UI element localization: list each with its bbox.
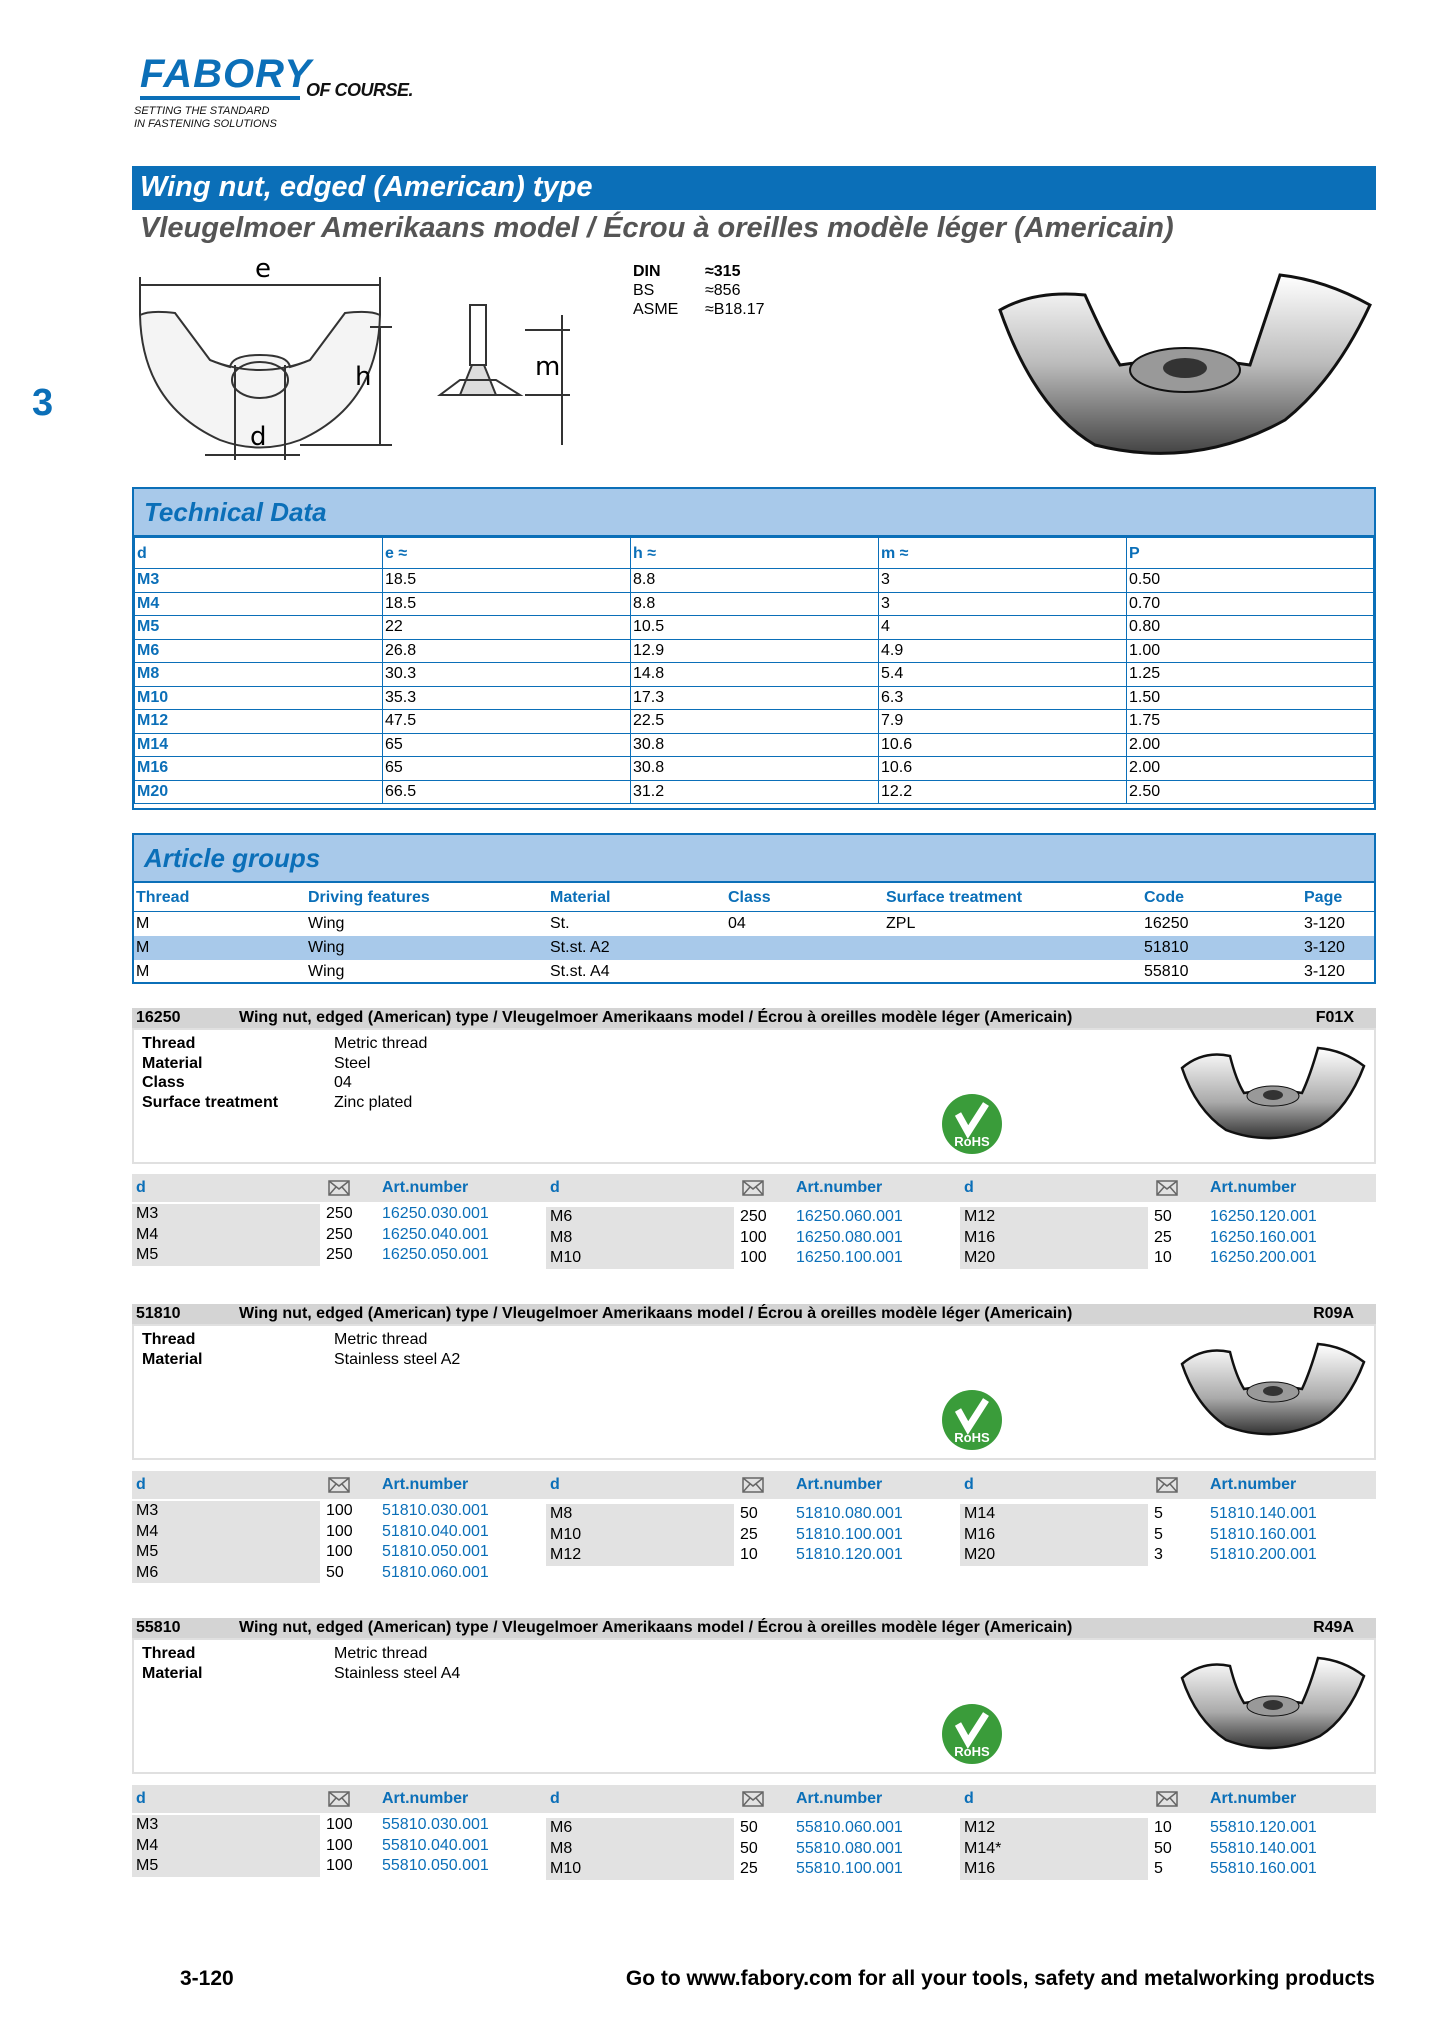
table-cell: M3 xyxy=(135,569,383,593)
table-cell: ZPL xyxy=(886,915,916,932)
property-row xyxy=(142,1093,642,1112)
rohs-label: RoHS xyxy=(954,1134,990,1149)
wing-nut-photo xyxy=(995,260,1375,470)
table-cell: 5.4 xyxy=(879,663,1127,687)
column-header: Material xyxy=(548,883,726,912)
table-cell: M16 xyxy=(135,757,383,781)
rohs-badge xyxy=(940,1388,1004,1457)
size-cell: M14* xyxy=(960,1839,1148,1860)
pack-quantity: 50 xyxy=(326,1563,344,1581)
table-cell: St. xyxy=(550,915,570,932)
size-cell: M10 xyxy=(546,1859,734,1880)
article-number-link[interactable]: 55810.140.001 xyxy=(1210,1839,1317,1857)
group-code: 51810 xyxy=(136,1305,181,1322)
article-number-link[interactable]: 55810.100.001 xyxy=(796,1860,903,1877)
column-header-art-number: Art.number xyxy=(796,1179,883,1196)
column-header: P xyxy=(1127,538,1374,569)
table-cell: M14 xyxy=(135,733,383,757)
pack-quantity: 50 xyxy=(740,1505,758,1522)
table-cell: 31.2 xyxy=(631,780,879,804)
column-header-d: d xyxy=(964,1476,974,1493)
table-row xyxy=(135,780,1374,804)
column-header: Page xyxy=(1302,883,1374,912)
group-description: Wing nut, edged (American) type / Vleugelmoer Amerikaans model / Écrou à oreilles modèle léger (Americain) xyxy=(239,1009,1073,1026)
column-header-art-number: Art.number xyxy=(382,1476,469,1493)
size-cell: M8 xyxy=(546,1228,734,1249)
article-number-link[interactable]: 55810.160.001 xyxy=(1210,1860,1317,1877)
column-header: Class xyxy=(726,883,884,912)
property-name: Material xyxy=(142,1054,203,1072)
pack-quantity: 100 xyxy=(740,1249,767,1266)
table-row xyxy=(135,569,1374,593)
table-cell xyxy=(726,960,884,984)
envelope-icon xyxy=(328,1477,350,1498)
rohs-label: RoHS xyxy=(954,1744,990,1759)
size-cell: M6 xyxy=(132,1563,320,1584)
size-cell: M4 xyxy=(132,1225,320,1246)
table-cell: 12.9 xyxy=(631,639,879,663)
property-name: Thread xyxy=(142,1645,196,1662)
property-name: Material xyxy=(142,1664,203,1682)
group-reference: F01X xyxy=(1315,1009,1354,1026)
article-column xyxy=(546,1818,946,1880)
table-row[interactable] xyxy=(134,912,1374,937)
column-header-d: d xyxy=(964,1179,974,1196)
table-cell: 3 xyxy=(879,569,1127,593)
table-cell: 04 xyxy=(728,915,746,932)
envelope-icon xyxy=(1156,1180,1178,1201)
table-cell: 65 xyxy=(383,757,631,781)
table-cell: 51810 xyxy=(1142,936,1302,960)
table-cell: 17.3 xyxy=(631,686,879,710)
table-cell xyxy=(726,936,884,960)
size-cell: M5 xyxy=(132,1542,320,1563)
article-number-link[interactable]: 16250.060.001 xyxy=(796,1208,903,1225)
article-number-link[interactable]: 16250.030.001 xyxy=(382,1205,489,1222)
size-cell: M12 xyxy=(546,1545,734,1566)
pack-quantity: 5 xyxy=(1154,1860,1163,1877)
group-code: 16250 xyxy=(136,1009,181,1026)
group-description: Wing nut, edged (American) type / Vleugelmoer Amerikaans model / Écrou à oreilles modèle léger (Americain) xyxy=(239,1305,1073,1322)
pack-quantity: 10 xyxy=(1154,1819,1172,1836)
table-cell: 3-120 xyxy=(1302,936,1374,960)
size-cell: M5 xyxy=(132,1245,320,1266)
table-cell: 0.70 xyxy=(1127,592,1374,616)
article-column xyxy=(132,1815,532,1877)
title-band xyxy=(132,166,1376,210)
property-name: Material xyxy=(142,1350,203,1368)
table-cell: 1.00 xyxy=(1127,639,1374,663)
table-cell: 1.50 xyxy=(1127,686,1374,710)
size-cell: M8 xyxy=(546,1839,734,1860)
table-cell xyxy=(884,960,1142,984)
property-value: Metric thread xyxy=(334,1331,428,1348)
table-cell: 65 xyxy=(383,733,631,757)
size-cell: M14 xyxy=(960,1504,1148,1525)
standard-row: BS ≈856 xyxy=(633,282,741,299)
table-cell: 4.9 xyxy=(879,639,1127,663)
table-cell: M xyxy=(136,963,150,980)
column-header: e ≈ xyxy=(383,538,631,569)
logo-slogan: OF COURSE. xyxy=(306,80,414,100)
pack-quantity: 100 xyxy=(740,1228,767,1246)
size-cell: M4 xyxy=(132,1522,320,1543)
group-code: 55810 xyxy=(136,1619,181,1636)
property-row xyxy=(142,1644,642,1663)
page-title: Wing nut, edged (American) type xyxy=(140,171,593,203)
article-groups-panel xyxy=(132,833,1376,984)
pack-quantity: 50 xyxy=(1154,1208,1172,1225)
article-number-link[interactable]: 16250.120.001 xyxy=(1210,1208,1317,1225)
pack-quantity: 10 xyxy=(740,1546,758,1563)
rohs-badge xyxy=(940,1702,1004,1771)
size-cell: M4 xyxy=(132,1836,320,1857)
standards-list xyxy=(633,262,765,319)
size-cell: M3 xyxy=(132,1815,320,1836)
pack-quantity: 100 xyxy=(326,1836,353,1854)
article-number-link[interactable]: 16250.040.001 xyxy=(382,1225,489,1243)
table-cell: M5 xyxy=(135,616,383,640)
article-number-link[interactable]: 55810.080.001 xyxy=(796,1839,903,1857)
column-header-d: d xyxy=(964,1790,974,1807)
column-header-art-number: Art.number xyxy=(796,1790,883,1807)
group-header xyxy=(132,1304,1376,1324)
pack-quantity: 250 xyxy=(326,1205,353,1222)
column-header-d: d xyxy=(550,1179,560,1196)
dim-label-d: d xyxy=(250,422,267,452)
property-value: 04 xyxy=(334,1074,352,1091)
table-cell: St.st. A4 xyxy=(550,963,610,980)
table-cell: 8.8 xyxy=(631,569,879,593)
article-column xyxy=(132,1501,532,1583)
table-row[interactable] xyxy=(134,936,1374,960)
article-number-link[interactable]: 16250.100.001 xyxy=(796,1249,903,1266)
technical-data-table xyxy=(134,537,1374,804)
size-cell: M10 xyxy=(546,1248,734,1269)
rohs-badge xyxy=(940,1092,1004,1161)
table-cell: M4 xyxy=(135,592,383,616)
column-header: Driving features xyxy=(306,883,548,912)
chapter-number: 3 xyxy=(32,382,54,424)
table-row xyxy=(135,616,1374,640)
article-groups-header xyxy=(134,835,1374,883)
table-cell: 18.5 xyxy=(383,592,631,616)
table-cell: M10 xyxy=(135,686,383,710)
pack-quantity: 10 xyxy=(1154,1249,1172,1266)
article-number-link[interactable]: 51810.060.001 xyxy=(382,1563,489,1581)
table-row xyxy=(135,710,1374,734)
group-description: Wing nut, edged (American) type / Vleugelmoer Amerikaans model / Écrou à oreilles modèle léger (Americain) xyxy=(239,1619,1073,1636)
group-reference: R09A xyxy=(1313,1305,1354,1322)
table-cell: Wing xyxy=(308,963,345,980)
product-photo xyxy=(1178,1038,1368,1153)
article-number-link[interactable]: 51810.030.001 xyxy=(382,1502,489,1519)
envelope-icon xyxy=(1156,1477,1178,1498)
table-cell: 4 xyxy=(879,616,1127,640)
article-number-link[interactable]: 51810.160.001 xyxy=(1210,1525,1317,1543)
pack-quantity: 50 xyxy=(740,1819,758,1836)
pack-quantity: 100 xyxy=(326,1857,353,1874)
footer-text: Go to www.fabory.com for all your tools, safety and metalworking products xyxy=(625,1967,1375,1990)
table-cell: 30.8 xyxy=(631,757,879,781)
envelope-icon xyxy=(1156,1791,1178,1812)
logo-tagline xyxy=(134,105,277,131)
table-cell: 10.5 xyxy=(631,616,879,640)
property-row xyxy=(142,1073,642,1092)
pack-quantity: 250 xyxy=(326,1246,353,1263)
article-number-link[interactable]: 55810.120.001 xyxy=(1210,1819,1317,1836)
table-cell xyxy=(884,936,1142,960)
table-cell: 0.80 xyxy=(1127,616,1374,640)
brand-logo: FABORY xyxy=(140,52,312,96)
table-row xyxy=(135,639,1374,663)
article-column xyxy=(132,1204,532,1266)
table-row xyxy=(135,686,1374,710)
table-row xyxy=(135,757,1374,781)
property-name: Surface treatment xyxy=(142,1093,279,1111)
table-row xyxy=(135,663,1374,687)
page-number: 3-120 xyxy=(180,1967,234,1990)
property-row xyxy=(142,1054,642,1073)
article-table-header xyxy=(132,1471,1376,1499)
table-cell: M20 xyxy=(135,780,383,804)
column-header-d: d xyxy=(136,1179,146,1196)
property-value: Steel xyxy=(334,1054,371,1072)
technical-data-header xyxy=(134,489,1374,537)
size-cell: M3 xyxy=(132,1501,320,1522)
article-number-link[interactable]: 51810.120.001 xyxy=(796,1546,903,1563)
article-column xyxy=(960,1818,1360,1880)
table-cell: M8 xyxy=(135,663,383,687)
table-cell: 55810 xyxy=(1144,963,1189,980)
column-header-art-number: Art.number xyxy=(796,1476,883,1493)
property-row xyxy=(142,1350,642,1369)
table-cell: 12.2 xyxy=(879,780,1127,804)
article-number-link[interactable]: 55810.060.001 xyxy=(796,1819,903,1836)
table-header-row xyxy=(135,538,1374,569)
pack-quantity: 50 xyxy=(740,1839,758,1857)
table-cell: Wing xyxy=(306,936,548,960)
table-cell: 30.8 xyxy=(631,733,879,757)
size-cell: M6 xyxy=(546,1207,734,1228)
pack-quantity: 100 xyxy=(326,1502,353,1519)
pack-quantity: 250 xyxy=(740,1208,767,1225)
table-cell: 8.8 xyxy=(631,592,879,616)
column-header-art-number: Art.number xyxy=(1210,1790,1297,1807)
size-cell: M16 xyxy=(960,1228,1148,1249)
table-cell: Wing xyxy=(308,915,345,932)
article-column xyxy=(546,1207,946,1269)
property-name: Class xyxy=(142,1074,185,1091)
table-cell: 30.3 xyxy=(383,663,631,687)
table-header-row xyxy=(134,883,1374,912)
size-cell: M20 xyxy=(960,1248,1148,1269)
table-cell: 3-120 xyxy=(1304,963,1345,980)
table-cell: M xyxy=(136,915,150,932)
article-number-link[interactable]: 55810.050.001 xyxy=(382,1857,489,1874)
standard-row: ASME ≈B18.17 xyxy=(633,301,765,318)
table-cell: 7.9 xyxy=(879,710,1127,734)
size-cell: M6 xyxy=(546,1818,734,1839)
group-reference: R49A xyxy=(1313,1619,1354,1636)
group-header xyxy=(132,1618,1376,1638)
property-value: Metric thread xyxy=(334,1645,428,1662)
column-header: h ≈ xyxy=(631,538,879,569)
article-column xyxy=(960,1504,1360,1566)
table-cell: M12 xyxy=(135,710,383,734)
article-number-link[interactable]: 55810.030.001 xyxy=(382,1816,489,1833)
size-cell: M12 xyxy=(960,1207,1148,1228)
group-header xyxy=(132,1008,1376,1028)
table-cell: St.st. A2 xyxy=(548,936,726,960)
dim-label-e: e xyxy=(255,255,271,284)
column-header: Thread xyxy=(134,883,306,912)
table-cell: 47.5 xyxy=(383,710,631,734)
envelope-icon xyxy=(742,1791,764,1812)
size-cell: M5 xyxy=(132,1856,320,1877)
size-cell: M8 xyxy=(546,1504,734,1525)
size-cell: M20 xyxy=(960,1545,1148,1566)
article-number-link[interactable]: 16250.050.001 xyxy=(382,1246,489,1263)
column-header: m ≈ xyxy=(879,538,1127,569)
envelope-icon xyxy=(742,1180,764,1201)
article-number-link[interactable]: 51810.050.001 xyxy=(382,1543,489,1560)
property-row xyxy=(142,1034,642,1053)
size-cell: M12 xyxy=(960,1818,1148,1839)
column-header-d: d xyxy=(136,1790,146,1807)
table-cell: M6 xyxy=(135,639,383,663)
size-cell: M3 xyxy=(132,1204,320,1225)
property-value: Stainless steel A2 xyxy=(334,1350,461,1368)
product-photo xyxy=(1178,1648,1368,1763)
article-number-link[interactable]: 51810.100.001 xyxy=(796,1525,903,1543)
column-header: Code xyxy=(1142,883,1302,912)
column-header-art-number: Art.number xyxy=(1210,1476,1297,1493)
table-cell: 14.8 xyxy=(631,663,879,687)
pack-quantity: 50 xyxy=(1154,1839,1172,1857)
pack-quantity: 3 xyxy=(1154,1546,1163,1563)
article-groups-title: Article groups xyxy=(144,843,321,873)
article-number-link[interactable]: 51810.140.001 xyxy=(1210,1505,1317,1522)
table-cell: M xyxy=(134,936,306,960)
property-value: Metric thread xyxy=(334,1035,428,1052)
article-table-header xyxy=(132,1174,1376,1202)
pack-quantity: 100 xyxy=(326,1543,353,1560)
table-cell: 2.50 xyxy=(1127,780,1374,804)
table-cell: 18.5 xyxy=(383,569,631,593)
page-subtitle: Vleugelmoer Amerikaans model / Écrou à oreilles modèle léger (Americain) xyxy=(140,212,1174,244)
size-cell: M16 xyxy=(960,1859,1148,1880)
column-header-d: d xyxy=(550,1476,560,1493)
article-number-link[interactable]: 51810.200.001 xyxy=(1210,1546,1317,1563)
table-cell: 1.25 xyxy=(1127,663,1374,687)
technical-data-title: Technical Data xyxy=(144,497,327,527)
table-cell: 3-120 xyxy=(1304,915,1345,932)
article-number-link[interactable]: 55810.040.001 xyxy=(382,1836,489,1854)
pack-quantity: 25 xyxy=(740,1860,758,1877)
rohs-label: RoHS xyxy=(954,1430,990,1445)
article-number-link[interactable]: 51810.040.001 xyxy=(382,1522,489,1540)
column-header-art-number: Art.number xyxy=(1210,1179,1297,1196)
logo-underline xyxy=(140,96,300,100)
column-header: d xyxy=(135,538,383,569)
dimension-drawing xyxy=(130,255,590,465)
size-cell: M10 xyxy=(546,1525,734,1546)
table-cell: 2.00 xyxy=(1127,733,1374,757)
table-cell: 2.00 xyxy=(1127,757,1374,781)
table-cell: 3 xyxy=(879,592,1127,616)
column-header-art-number: Art.number xyxy=(382,1790,469,1807)
article-number-link[interactable]: 16250.160.001 xyxy=(1210,1228,1317,1246)
article-number-link[interactable]: 16250.200.001 xyxy=(1210,1249,1317,1266)
envelope-icon xyxy=(328,1791,350,1812)
table-cell: 10.6 xyxy=(879,757,1127,781)
table-cell: 35.3 xyxy=(383,686,631,710)
logo-tagline-line2: IN FASTENING SOLUTIONS xyxy=(134,118,277,130)
group-properties-box xyxy=(132,1638,1376,1774)
article-column xyxy=(546,1504,946,1566)
logo-tagline-line1: SETTING THE STANDARD xyxy=(134,105,270,117)
property-row xyxy=(142,1664,642,1683)
property-name: Thread xyxy=(142,1035,196,1052)
property-value: Stainless steel A4 xyxy=(334,1664,461,1682)
column-header: Surface treatment xyxy=(884,883,1142,912)
table-cell: 22.5 xyxy=(631,710,879,734)
article-table-header xyxy=(132,1785,1376,1813)
dim-label-m: m xyxy=(535,352,561,382)
envelope-icon xyxy=(742,1477,764,1498)
table-cell: 16250 xyxy=(1144,915,1189,932)
table-row xyxy=(135,592,1374,616)
property-value: Zinc plated xyxy=(334,1093,413,1111)
group-properties-box xyxy=(132,1324,1376,1460)
envelope-icon xyxy=(328,1180,350,1201)
standard-row: DIN ≈315 xyxy=(633,263,741,280)
table-cell: 26.8 xyxy=(383,639,631,663)
article-number-link[interactable]: 51810.080.001 xyxy=(796,1505,903,1522)
pack-quantity: 5 xyxy=(1154,1505,1163,1522)
pack-quantity: 100 xyxy=(326,1816,353,1833)
property-name: Thread xyxy=(142,1331,196,1348)
size-cell: M16 xyxy=(960,1525,1148,1546)
column-header-d: d xyxy=(136,1476,146,1493)
table-cell: 66.5 xyxy=(383,780,631,804)
property-row xyxy=(142,1330,642,1349)
pack-quantity: 25 xyxy=(740,1525,758,1543)
pack-quantity: 100 xyxy=(326,1522,353,1540)
table-cell: 10.6 xyxy=(879,733,1127,757)
article-column xyxy=(960,1207,1360,1269)
table-cell: 22 xyxy=(383,616,631,640)
table-row xyxy=(135,733,1374,757)
product-photo xyxy=(1178,1334,1368,1449)
article-groups-table xyxy=(134,883,1374,984)
column-header-art-number: Art.number xyxy=(382,1179,469,1196)
pack-quantity: 5 xyxy=(1154,1525,1163,1543)
pack-quantity: 250 xyxy=(326,1225,353,1243)
table-cell: 6.3 xyxy=(879,686,1127,710)
dim-label-h: h xyxy=(355,362,372,392)
column-header-d: d xyxy=(550,1790,560,1807)
technical-data-panel xyxy=(132,487,1376,810)
article-number-link[interactable]: 16250.080.001 xyxy=(796,1228,903,1246)
table-cell: 1.75 xyxy=(1127,710,1374,734)
table-row[interactable] xyxy=(134,960,1374,984)
table-cell: 0.50 xyxy=(1127,569,1374,593)
group-properties-box xyxy=(132,1028,1376,1164)
pack-quantity: 25 xyxy=(1154,1228,1172,1246)
